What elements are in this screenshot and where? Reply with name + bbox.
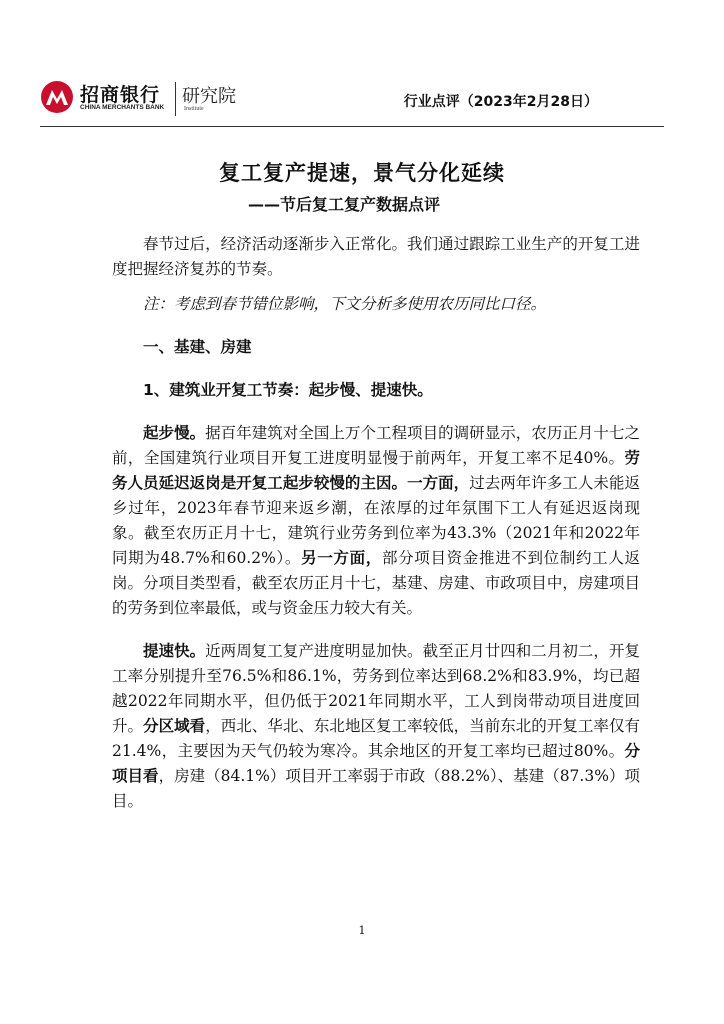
logo-divider — [175, 82, 176, 116]
logo-chinese-name: 招商银行 — [80, 84, 161, 106]
logo-english-name: CHINA MERCHANTS BANK — [80, 104, 165, 111]
fast-pace-paragraph: 提速快。近两周复工复产进度明显加快。截至正月廿四和二月初二，开复工率分别提升至76.5%和86.1%，劳务到位率达到68.2%和83.9%，均已超越2022年同期水平，但仍低于2021年同期水平，工人到岗带动项目进度回升。分区域看，西北、华北、东北地区复工率较低，当前东北的开复工率仅有21.4%，主要因为天气仍较为寒冷。其余地区的开复工率均已超过80%。分项目看，房建（84.1%）项目开工率弱于市政（88.2%）、基建（87.3%）项目。 — [112, 642, 640, 810]
note-paragraph: 注：考虑到春节错位影响，下文分析多使用农历同比口径。 — [143, 295, 547, 313]
intro-paragraph: 春节过后，经济活动逐渐步入正常化。我们通过跟踪工业生产的开复工进度把握经济复苏的节奏。 — [112, 235, 640, 278]
subsection-heading: 1、建筑业开复工节奏：起步慢、提速快。 — [143, 381, 433, 399]
header-divider — [40, 126, 664, 127]
document-body — [112, 232, 640, 814]
institute-name: 研究院 — [182, 86, 236, 107]
document-subtitle: ——节后复工复产数据点评 — [248, 195, 441, 214]
institute-english-name: Institute — [184, 106, 204, 112]
fast-pace-lead: 提速快。 — [143, 642, 206, 660]
report-type-date: 行业点评（2023年2月28日） — [403, 94, 598, 110]
page-number: 1 — [358, 924, 366, 937]
slow-start-lead: 起步慢。 — [143, 424, 206, 442]
document-title: 复工复产提速，景气分化延续 — [219, 161, 505, 185]
bank-logo — [40, 80, 240, 122]
page-header — [0, 0, 724, 128]
slow-start-paragraph: 起步慢。据百年建筑对全国上万个工程项目的调研显示，农历正月十七之前，全国建筑行业项目开复工进度明显慢于前两年，开复工率不足40%。劳务人员延迟返岗是开复工起步较慢的主因。一方面，过去两年许多工人未能返乡过年，2023年春节迎来返乡潮，在浓厚的过年氛围下工人有延迟返岗现象。截至农历正月十七，建筑行业劳务到位率为43.3%（2021年和2022年同期为48.7%和60.2%）。另一方面，部分项目资金推进不到位制约工人返岗。分项目类型看，截至农历正月十七，基建、房建、市政项目中，房建项目的劳务到位率最低，或与资金压力较大有关。 — [112, 424, 640, 617]
section-heading: 一、基建、房建 — [143, 338, 252, 356]
cmb-logo-icon — [40, 80, 74, 114]
